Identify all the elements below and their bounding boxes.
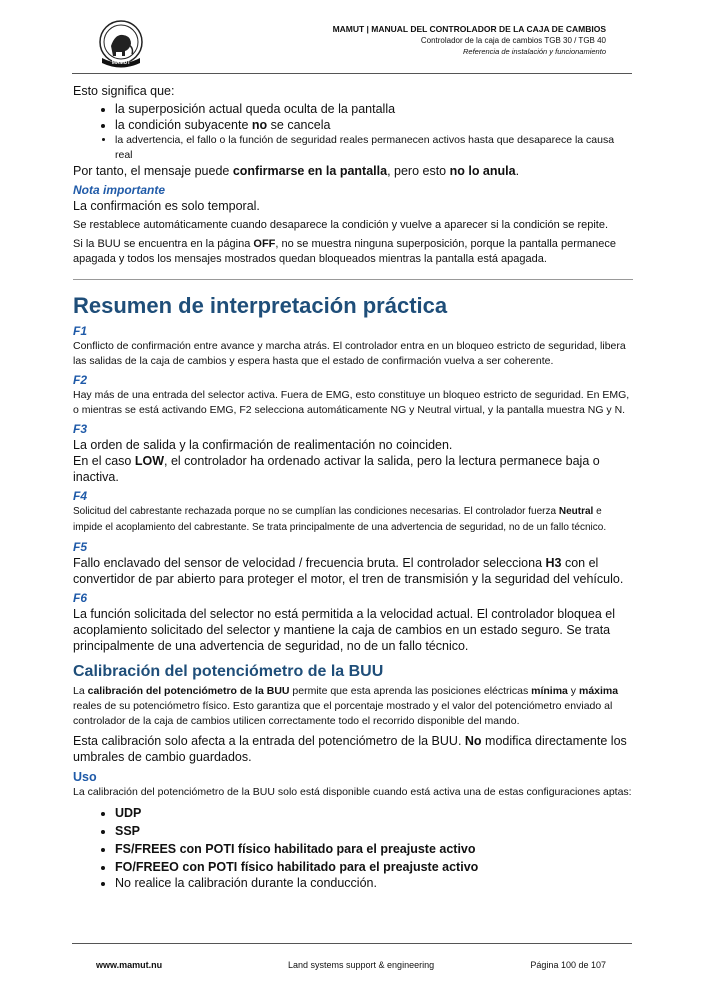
use-text: La calibración del potenciómetro de la BUU solo está disponible cuando está activa una de estas configuraciones aptas: (73, 786, 632, 798)
f3-line-2: En el caso LOW, el controlador ha ordenado activar la salida, pero la lectura permanece baja o inactiva. (73, 454, 600, 484)
calibration-heading: Calibración del potenciómetro de la BUU (73, 663, 384, 680)
f6-text: La función solicitada del selector no está permitida a la velocidad actual. El controlador bloquea el acoplamiento solicitado del selector y mantiene la caja de cambios en un estado seguro. Se trata principalmente de una advertencia de seguridad, no de un fallo técnico. (73, 607, 615, 653)
f4-label: F4 (73, 489, 88, 503)
f1-label: F1 (73, 324, 88, 338)
intro-bullet-3: • la advertencia, el fallo o la función de seguridad reales permanecen activos hasta que desaparece la causa real (115, 133, 633, 163)
warning-item: • No realice la calibración durante la conducción. (115, 875, 633, 891)
note-line-2: Se restablece automáticamente cuando desaparece la condición y vuelve a aparecer si la condición se repite. (73, 219, 609, 231)
summary-heading: Resumen de interpretación práctica (73, 293, 448, 318)
footer-website-link[interactable]: www.mamut.nu (96, 960, 163, 970)
intro-lead: Esto significa que: (73, 84, 175, 98)
config-item-ssp: • SSP (115, 823, 633, 839)
f6-label: F6 (73, 591, 88, 605)
note-line-1: La confirmación es solo temporal. (73, 199, 260, 213)
header-text (333, 24, 606, 57)
manual-subtitle: Controlador de la caja de cambios TGB 30 / TGB 40 (420, 36, 606, 45)
f2-label: F2 (73, 373, 88, 387)
intro-bullet-2: • la condición subyacente no se cancela (115, 117, 633, 133)
svg-text:MAMUT: MAMUT (111, 60, 131, 66)
f5-label: F5 (73, 540, 88, 554)
manual-subtitle-2: Referencia de instalación y funcionamiento (462, 47, 606, 56)
config-item-fo: • FO/FREEO con POTI físico habilitado para el preajuste activo (115, 859, 633, 875)
f1-text: Conflicto de confirmación entre avance y marcha atrás. El controlador entra en un bloqueo estricto de seguridad, libera las salidas de la caja de cambios y espera hasta que el estado de confirmación vuelva a ser coherente. (73, 340, 626, 367)
footer-tagline: Land systems support & engineering (288, 960, 435, 970)
footer-page-number: Página 100 de 107 (530, 960, 606, 970)
section-divider (73, 279, 633, 280)
mamut-logo-icon (94, 18, 148, 70)
f4-text: Solicitud del cabrestante rechazada porque no se cumplían las condiciones necesarias. El controlador fuerza Neutral e impide el acoplamiento del cabrestante. Se trata principalmente de una advertencia de seguridad, no de un fallo técnico. (73, 506, 607, 533)
calibration-scope: Esta calibración solo afecta a la entrada del potenciómetro de la BUU. No modifica directamente los umbrales de cambio guardados. (73, 734, 627, 764)
calibration-intro: La calibración del potenciómetro de la BUU permite que esta aprenda las posiciones eléctricas mínima y máxima reales de su potenciómetro físico. Esto garantiza que el porcentaje mostrado y el valor del potenciómetro enviado al controlador de la caja de cambios utilicen correctamente todo el recorrido disponible del mando. (73, 685, 619, 727)
intro-conclusion: Por tanto, el mensaje puede confirmarse en la pantalla, pero esto no lo anula. (73, 164, 520, 178)
config-item-udp: • UDP (115, 805, 633, 821)
f5-text: Fallo enclavado del sensor de velocidad / frecuencia bruta. El controlador selecciona H3 con el convertidor de par abierto para proteger el motor, el tren de transmisión y la seguridad del vehículo. (73, 556, 624, 586)
config-list (73, 805, 633, 875)
page-content (73, 83, 633, 891)
intro-bullet-1: • la superposición actual queda oculta de la pantalla (115, 101, 633, 117)
note-title: Nota importante (73, 183, 166, 197)
page-header (72, 14, 632, 74)
f2-text: Hay más de una entrada del selector activa. Fuera de EMG, esto constituye un bloqueo estricto de seguridad. En EMG, o mientras se está activando EMG, F2 selecciona automáticamente NG y Neutral virtual, y la pantalla muestra NG y N. (73, 389, 630, 416)
intro-bullet-list (73, 101, 633, 163)
use-heading: Uso (73, 770, 97, 784)
config-item-fs: • FS/FREES con POTI físico habilitado para el preajuste activo (115, 841, 633, 857)
f3-line-1: La orden de salida y la confirmación de realimentación no coinciden. (73, 438, 453, 452)
page-footer (72, 943, 632, 974)
warning-list (73, 875, 633, 891)
note-line-3: Si la BUU se encuentra en la página OFF, no se muestra ninguna superposición, porque la pantalla permanece apagada y todos los mensajes mostrados quedan bloqueados mientras la pantalla está apagada. (73, 238, 616, 265)
manual-title: MAMUT | MANUAL DEL CONTROLADOR DE LA CAJA DE CAMBIOS (332, 24, 606, 34)
f3-label: F3 (73, 422, 88, 436)
